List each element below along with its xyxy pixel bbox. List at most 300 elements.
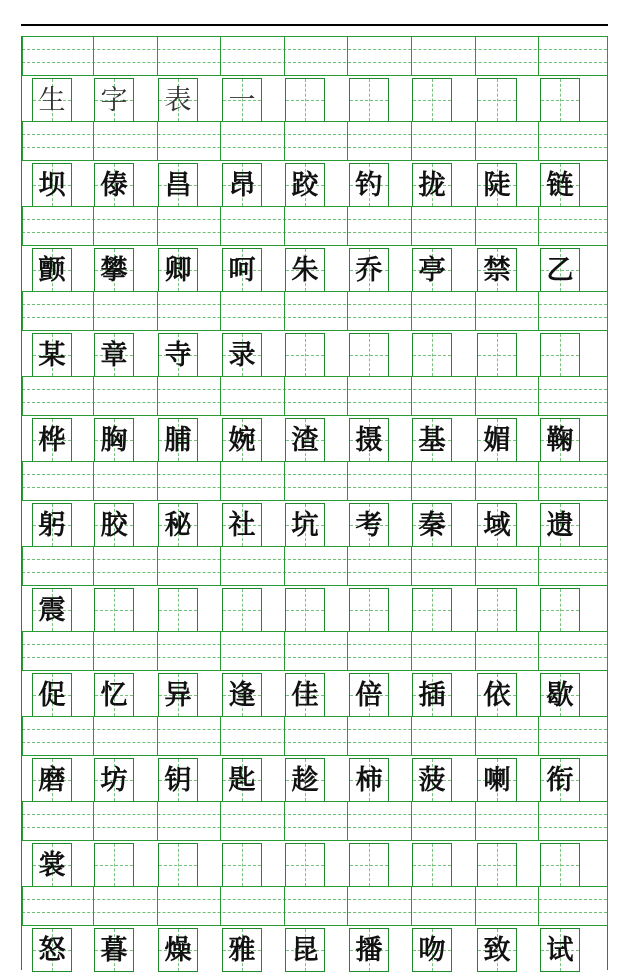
- pinyin-divider: [284, 546, 285, 586]
- character: 促: [38, 679, 66, 711]
- character-cell: [477, 503, 517, 547]
- pinyin-line: [22, 147, 607, 148]
- character: 胶: [100, 509, 128, 541]
- character: 表: [164, 84, 192, 116]
- character: 陡: [483, 169, 511, 201]
- character-row: [22, 248, 607, 292]
- pinyin-divider: [22, 801, 23, 841]
- character-cell: [412, 78, 452, 122]
- character: 社: [228, 509, 256, 541]
- character-row: [22, 163, 607, 207]
- character: 秦: [418, 509, 446, 541]
- character: [413, 334, 451, 376]
- pinyin-band: [22, 376, 607, 416]
- pinyin-line: [22, 330, 607, 331]
- pinyin-divider: [220, 206, 221, 246]
- pinyin-divider: [411, 376, 412, 416]
- pinyin-divider: [538, 801, 539, 841]
- character: 燥: [164, 934, 192, 966]
- character-cell: [349, 163, 389, 207]
- character: 秘: [164, 509, 192, 541]
- character-cell: [412, 503, 452, 547]
- character: [286, 334, 324, 376]
- character: [350, 589, 388, 631]
- character-cell: [222, 928, 262, 972]
- pinyin-divider: [475, 121, 476, 161]
- pinyin-divider: [538, 291, 539, 331]
- pinyin-line: [22, 36, 607, 37]
- character: 录: [228, 339, 256, 371]
- character-cell: [540, 843, 580, 887]
- character-cell: [412, 843, 452, 887]
- character: 昆: [291, 934, 319, 966]
- character-cell: [477, 418, 517, 462]
- character-row: [22, 673, 607, 717]
- character-cell: [540, 503, 580, 547]
- character-cell: [158, 928, 198, 972]
- character: [286, 589, 324, 631]
- pinyin-divider: [22, 206, 23, 246]
- character-cell: [158, 503, 198, 547]
- pinyin-divider: [157, 36, 158, 76]
- pinyin-divider: [157, 801, 158, 841]
- character-cell: [32, 333, 72, 377]
- character-cell: [349, 503, 389, 547]
- pinyin-divider: [22, 631, 23, 671]
- character: 亭: [418, 254, 446, 286]
- pinyin-line: [22, 121, 607, 122]
- character-cell: [158, 333, 198, 377]
- character-cell: [32, 928, 72, 972]
- pinyin-divider: [284, 461, 285, 501]
- character-cell: [158, 588, 198, 632]
- pinyin-divider: [284, 716, 285, 756]
- character-cell: [158, 673, 198, 717]
- pinyin-divider: [220, 461, 221, 501]
- character: [286, 844, 324, 886]
- character: 媚: [483, 424, 511, 456]
- character: [541, 589, 579, 631]
- character: [478, 79, 516, 121]
- pinyin-divider: [284, 291, 285, 331]
- pinyin-divider: [411, 631, 412, 671]
- character: [286, 79, 324, 121]
- character-cell: [32, 78, 72, 122]
- character-cell: [540, 418, 580, 462]
- pinyin-line: [22, 729, 607, 730]
- pinyin-divider: [157, 546, 158, 586]
- character-cell: [285, 78, 325, 122]
- character: 躬: [38, 509, 66, 541]
- character-cell: [540, 78, 580, 122]
- pinyin-line: [22, 376, 607, 377]
- character: 昂: [228, 169, 256, 201]
- pinyin-line: [22, 886, 607, 887]
- character-cell: [477, 333, 517, 377]
- pinyin-divider: [347, 206, 348, 246]
- character: 鞠: [546, 424, 574, 456]
- character-cell: [94, 503, 134, 547]
- pinyin-divider: [607, 36, 608, 76]
- pinyin-divider: [475, 631, 476, 671]
- character-cell: [349, 78, 389, 122]
- pinyin-divider: [220, 716, 221, 756]
- pinyin-divider: [22, 36, 23, 76]
- pinyin-divider: [475, 716, 476, 756]
- character-cell: [540, 758, 580, 802]
- character: 钓: [355, 169, 383, 201]
- character: 忆: [100, 679, 128, 711]
- pinyin-divider: [157, 461, 158, 501]
- character-cell: [94, 418, 134, 462]
- character-cell: [94, 78, 134, 122]
- character-cell: [477, 248, 517, 292]
- character-cell: [94, 843, 134, 887]
- character-cell: [285, 588, 325, 632]
- pinyin-divider: [475, 801, 476, 841]
- pinyin-divider: [347, 376, 348, 416]
- pinyin-line: [22, 572, 607, 573]
- character: 柿: [355, 764, 383, 796]
- character: 致: [483, 934, 511, 966]
- pinyin-divider: [411, 546, 412, 586]
- pinyin-divider: [22, 376, 23, 416]
- character-cell: [412, 673, 452, 717]
- character: 逢: [228, 679, 256, 711]
- character: [95, 589, 133, 631]
- character: 依: [483, 679, 511, 711]
- character-cell: [158, 843, 198, 887]
- pinyin-line: [22, 644, 607, 645]
- character-cell: [349, 928, 389, 972]
- character-cell: [477, 928, 517, 972]
- character-cell: [477, 843, 517, 887]
- pinyin-line: [22, 160, 607, 161]
- pinyin-divider: [475, 36, 476, 76]
- character-cell: [349, 333, 389, 377]
- pinyin-divider: [475, 461, 476, 501]
- pinyin-divider: [284, 886, 285, 926]
- character-cell: [94, 673, 134, 717]
- character: [541, 844, 579, 886]
- pinyin-divider: [22, 291, 23, 331]
- character-cell: [222, 248, 262, 292]
- character-cell: [158, 163, 198, 207]
- character: [413, 844, 451, 886]
- pinyin-divider: [22, 121, 23, 161]
- pinyin-line: [22, 912, 607, 913]
- character-row: [22, 333, 607, 377]
- character: [478, 844, 516, 886]
- character-cell: [412, 758, 452, 802]
- character: [413, 79, 451, 121]
- pinyin-divider: [538, 886, 539, 926]
- pinyin-divider: [284, 206, 285, 246]
- character-cell: [349, 673, 389, 717]
- character: [159, 844, 197, 886]
- pinyin-line: [22, 206, 607, 207]
- character: 链: [546, 169, 574, 201]
- pinyin-divider: [284, 376, 285, 416]
- pinyin-divider: [93, 206, 94, 246]
- character-cell: [32, 418, 72, 462]
- pinyin-divider: [607, 801, 608, 841]
- character: 生: [38, 84, 66, 116]
- pinyin-line: [22, 925, 607, 926]
- pinyin-band: [22, 121, 607, 161]
- pinyin-line: [22, 742, 607, 743]
- pinyin-divider: [475, 376, 476, 416]
- character-cell: [540, 333, 580, 377]
- pinyin-divider: [220, 801, 221, 841]
- pinyin-divider: [347, 291, 348, 331]
- pinyin-divider: [347, 716, 348, 756]
- character-cell: [222, 78, 262, 122]
- character-cell: [412, 928, 452, 972]
- character-row: [22, 928, 607, 972]
- pinyin-divider: [93, 36, 94, 76]
- character: 歇: [546, 679, 574, 711]
- pinyin-line: [22, 840, 607, 841]
- pinyin-divider: [607, 886, 608, 926]
- character: 匙: [228, 764, 256, 796]
- pinyin-line: [22, 402, 607, 403]
- pinyin-divider: [157, 291, 158, 331]
- character-practice-sheet: [21, 36, 608, 970]
- pinyin-line: [22, 62, 607, 63]
- pinyin-line: [22, 487, 607, 488]
- pinyin-divider: [411, 461, 412, 501]
- pinyin-divider: [347, 801, 348, 841]
- character-cell: [285, 418, 325, 462]
- character-cell: [285, 758, 325, 802]
- pinyin-band: [22, 291, 607, 331]
- pinyin-divider: [93, 716, 94, 756]
- character: 卿: [164, 254, 192, 286]
- character-cell: [222, 758, 262, 802]
- pinyin-divider: [220, 631, 221, 671]
- character: 一: [228, 84, 256, 116]
- character: [478, 589, 516, 631]
- pinyin-divider: [411, 206, 412, 246]
- character: [223, 844, 261, 886]
- pinyin-divider: [157, 206, 158, 246]
- pinyin-divider: [93, 631, 94, 671]
- character: 坝: [38, 169, 66, 201]
- character: 某: [38, 339, 66, 371]
- character: 佳: [291, 679, 319, 711]
- pinyin-line: [22, 801, 607, 802]
- pinyin-band: [22, 716, 607, 756]
- character: 插: [418, 679, 446, 711]
- pinyin-divider: [411, 291, 412, 331]
- pinyin-divider: [347, 631, 348, 671]
- pinyin-divider: [22, 546, 23, 586]
- character-cell: [540, 163, 580, 207]
- pinyin-divider: [538, 206, 539, 246]
- character: 暮: [100, 934, 128, 966]
- pinyin-line: [22, 827, 607, 828]
- character-cell: [158, 418, 198, 462]
- character-cell: [349, 248, 389, 292]
- character-cell: [32, 248, 72, 292]
- character-cell: [540, 673, 580, 717]
- pinyin-divider: [607, 461, 608, 501]
- character-cell: [158, 248, 198, 292]
- character: 遗: [546, 509, 574, 541]
- character: [541, 79, 579, 121]
- pinyin-divider: [284, 631, 285, 671]
- character: 播: [355, 934, 383, 966]
- character: 寺: [164, 339, 192, 371]
- character-cell: [477, 758, 517, 802]
- character-cell: [222, 333, 262, 377]
- pinyin-line: [22, 134, 607, 135]
- character-cell: [412, 333, 452, 377]
- character-cell: [222, 843, 262, 887]
- character: 异: [164, 679, 192, 711]
- pinyin-divider: [607, 631, 608, 671]
- pinyin-divider: [538, 546, 539, 586]
- pinyin-divider: [220, 121, 221, 161]
- character-cell: [477, 588, 517, 632]
- pinyin-divider: [411, 886, 412, 926]
- character: 磨: [38, 764, 66, 796]
- character-cell: [222, 163, 262, 207]
- character-cell: [32, 503, 72, 547]
- character: 婉: [228, 424, 256, 456]
- character: 考: [355, 509, 383, 541]
- pinyin-divider: [220, 886, 221, 926]
- pinyin-divider: [157, 886, 158, 926]
- character: 傣: [100, 169, 128, 201]
- pinyin-line: [22, 245, 607, 246]
- pinyin-divider: [607, 716, 608, 756]
- pinyin-line: [22, 232, 607, 233]
- character-cell: [32, 163, 72, 207]
- character-cell: [540, 248, 580, 292]
- character-cell: [540, 588, 580, 632]
- character: 趁: [291, 764, 319, 796]
- character-cell: [94, 163, 134, 207]
- character: 乔: [355, 254, 383, 286]
- pinyin-divider: [538, 36, 539, 76]
- pinyin-band: [22, 631, 607, 671]
- character-cell: [32, 588, 72, 632]
- pinyin-line: [22, 755, 607, 756]
- character: 禁: [483, 254, 511, 286]
- pinyin-divider: [157, 631, 158, 671]
- character: 倍: [355, 679, 383, 711]
- pinyin-divider: [284, 801, 285, 841]
- character: 坊: [100, 764, 128, 796]
- pinyin-band: [22, 546, 607, 586]
- pinyin-band: [22, 36, 607, 76]
- pinyin-divider: [411, 716, 412, 756]
- top-rule: [21, 24, 608, 26]
- pinyin-line: [22, 49, 607, 50]
- pinyin-divider: [538, 716, 539, 756]
- character-cell: [285, 928, 325, 972]
- pinyin-divider: [347, 546, 348, 586]
- character-cell: [477, 673, 517, 717]
- pinyin-band: [22, 206, 607, 246]
- pinyin-divider: [220, 376, 221, 416]
- pinyin-divider: [157, 716, 158, 756]
- character: 渣: [291, 424, 319, 456]
- pinyin-line: [22, 75, 607, 76]
- pinyin-divider: [475, 886, 476, 926]
- character-cell: [285, 333, 325, 377]
- pinyin-divider: [475, 546, 476, 586]
- pinyin-divider: [411, 801, 412, 841]
- pinyin-divider: [538, 376, 539, 416]
- character: 摄: [355, 424, 383, 456]
- character-cell: [285, 843, 325, 887]
- character-cell: [285, 503, 325, 547]
- pinyin-line: [22, 219, 607, 220]
- pinyin-line: [22, 585, 607, 586]
- pinyin-divider: [220, 291, 221, 331]
- pinyin-line: [22, 317, 607, 318]
- pinyin-line: [22, 389, 607, 390]
- character: 昌: [164, 169, 192, 201]
- character-cell: [94, 758, 134, 802]
- pinyin-divider: [93, 376, 94, 416]
- character: 震: [38, 594, 66, 626]
- pinyin-line: [22, 546, 607, 547]
- character: [159, 589, 197, 631]
- character-cell: [285, 163, 325, 207]
- pinyin-divider: [93, 121, 94, 161]
- pinyin-line: [22, 415, 607, 416]
- pinyin-divider: [93, 546, 94, 586]
- character: 菠: [418, 764, 446, 796]
- character: [478, 334, 516, 376]
- character-cell: [158, 758, 198, 802]
- character: [223, 589, 261, 631]
- pinyin-divider: [347, 461, 348, 501]
- pinyin-divider: [22, 461, 23, 501]
- pinyin-divider: [347, 121, 348, 161]
- pinyin-divider: [538, 121, 539, 161]
- pinyin-line: [22, 559, 607, 560]
- pinyin-divider: [607, 121, 608, 161]
- character-cell: [412, 248, 452, 292]
- character-cell: [412, 163, 452, 207]
- character-cell: [349, 843, 389, 887]
- pinyin-line: [22, 814, 607, 815]
- character: [541, 334, 579, 376]
- character: [95, 844, 133, 886]
- character-cell: [32, 843, 72, 887]
- character-cell: [222, 673, 262, 717]
- pinyin-divider: [220, 546, 221, 586]
- pinyin-line: [22, 631, 607, 632]
- character-cell: [94, 333, 134, 377]
- pinyin-divider: [411, 121, 412, 161]
- character: [350, 79, 388, 121]
- character: 攀: [100, 254, 128, 286]
- pinyin-divider: [607, 376, 608, 416]
- pinyin-divider: [607, 291, 608, 331]
- character: 乙: [546, 254, 574, 286]
- character-row: [22, 843, 607, 887]
- character: 拢: [418, 169, 446, 201]
- character-row: [22, 503, 607, 547]
- character-cell: [477, 78, 517, 122]
- character-cell: [32, 758, 72, 802]
